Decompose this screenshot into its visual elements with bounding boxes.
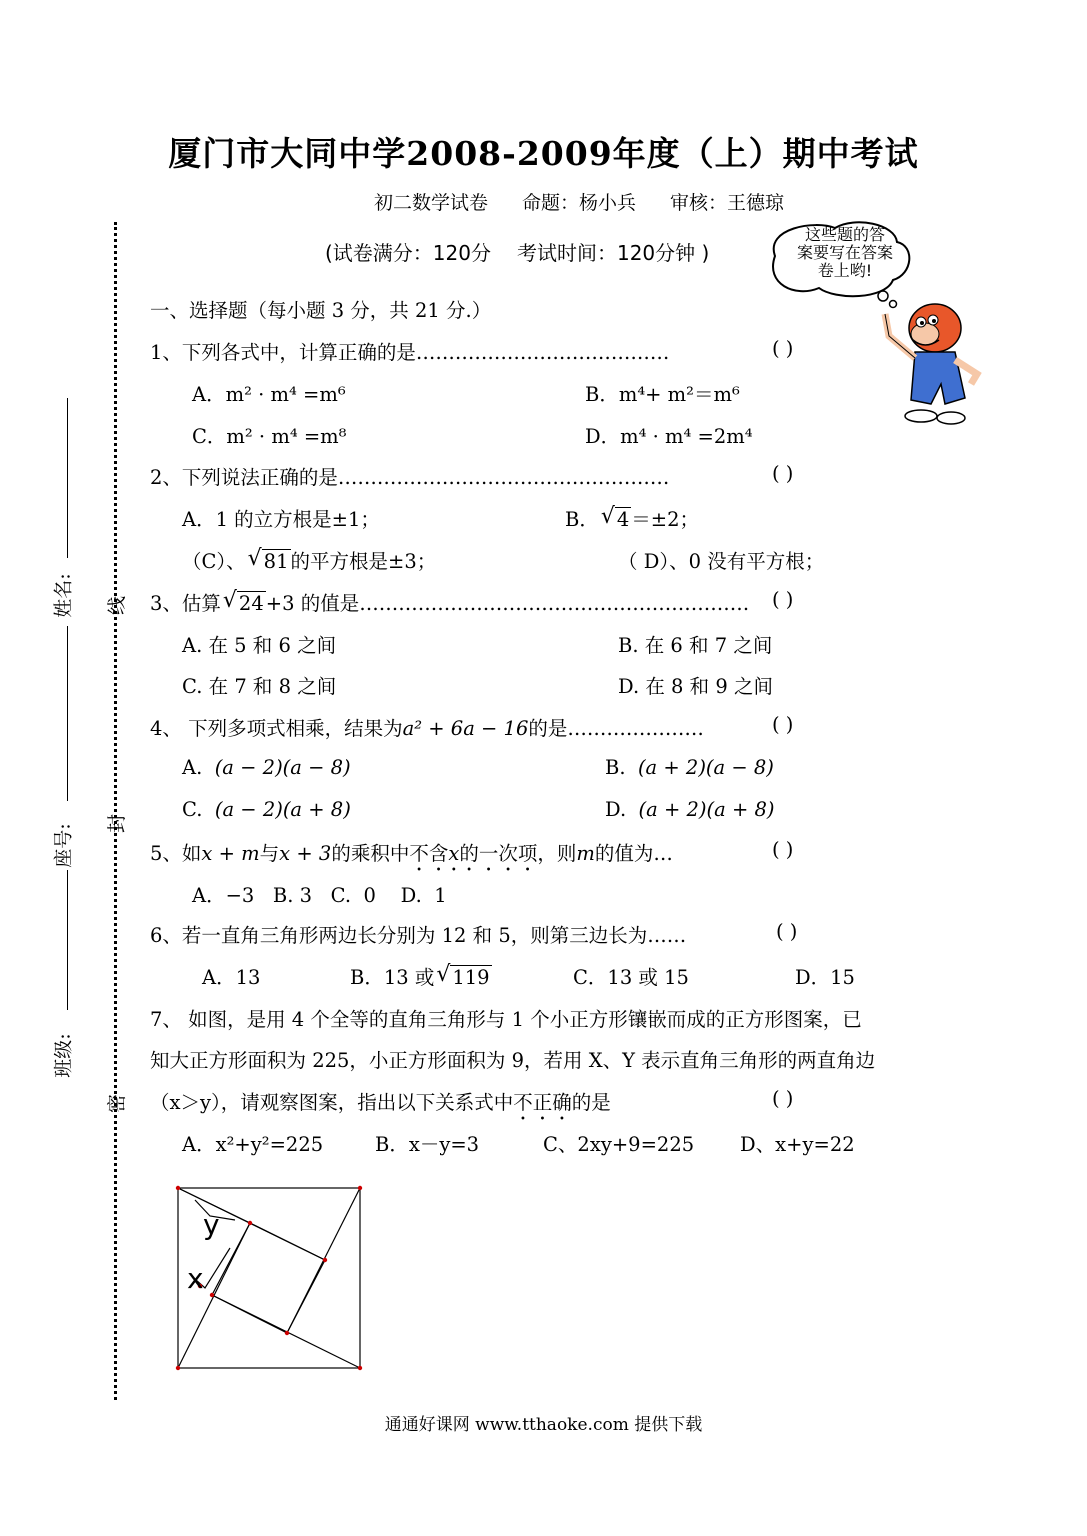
question-1-option-a: A．m² · m⁴ =m⁶: [192, 383, 346, 406]
question-3-answer-blank: ( ): [772, 588, 794, 611]
seal-mi-char: 密: [106, 1093, 129, 1114]
seal-feng-char: 封: [106, 813, 129, 834]
sqrt-119: √ 119: [450, 965, 491, 989]
question-2-stem: 2、下列说法正确的是……………………………………………: [150, 466, 670, 489]
question-3-option-b: B. 在 6 和 7 之间: [618, 634, 773, 657]
question-6-option-a: A．13: [202, 966, 261, 989]
question-7-option-b: B．x－y=3: [375, 1133, 480, 1156]
name-fill-line: [67, 398, 68, 558]
question-7-line-3: （x＞y），请观察图案，指出以下关系式中不正确的是: [150, 1091, 611, 1114]
question-3-stem: 3、估算√ 24 +3 的值是……………………………………………………: [150, 588, 749, 616]
reviewer: 审核：王德琼: [670, 192, 785, 214]
question-5-answer-blank: ( ): [772, 838, 794, 861]
author: 命题：杨小兵: [522, 192, 637, 214]
question-1-answer-blank: ( ): [772, 337, 794, 360]
full-score: (试卷满分：120分: [325, 241, 491, 265]
question-6-option-b: B．13 或√ 119: [350, 962, 492, 990]
question-6-stem: 6、若一直角三角形两边长分别为 12 和 5，则第三边长为……: [150, 924, 687, 947]
exam-time: 考试时间：120分钟 ): [516, 241, 710, 265]
exam-info: [325, 237, 735, 266]
question-2-answer-blank: ( ): [772, 462, 794, 485]
question-4-option-c: C. (a − 2)(a + 8): [182, 798, 351, 821]
question-2-option-c: （C）、√ 81 的平方根是±3；: [182, 546, 436, 574]
question-3-option-d: D. 在 8 和 9 之间: [618, 675, 773, 698]
inner-square: [212, 1223, 325, 1333]
seal-dotted-line: [114, 222, 117, 1400]
polynomial: a² + 6a − 16: [402, 717, 529, 740]
question-2-option-d: （ D）、0 没有平方根；: [618, 550, 825, 573]
seat-label: 座号:: [52, 823, 75, 868]
question-5-options: A．−3 B. 3 C. 0 D. 1: [192, 884, 447, 907]
seal-line-char: 线: [106, 595, 129, 616]
question-4-stem: 4、 下列多项式相乘，结果为a² + 6a − 16的是…………………: [150, 717, 704, 740]
question-1-option-b: B．m⁴+ m²＝m⁶: [585, 383, 740, 406]
seat-fill-line: [67, 870, 68, 1010]
question-7-option-d: D、x+y=22: [740, 1133, 855, 1156]
sqrt-4: √ 4: [615, 507, 631, 531]
question-6-option-d: D．15: [795, 966, 855, 989]
question-3-option-a: A. 在 5 和 6 之间: [182, 634, 337, 657]
footer-source: 通通好课网 www.tthaoke.com 提供下载: [384, 1415, 703, 1435]
question-7-line-2: 知大正方形面积为 225，小正方形面积为 9，若用 X、Y 表示直角三角形的两直角边: [150, 1049, 876, 1072]
bubble-text: 这些题的答 案要写在答案 卷上哟!: [796, 225, 893, 280]
figure-label-x: x: [187, 1262, 204, 1295]
question-1-option-c: C．m² · m⁴ =m⁸: [192, 425, 347, 448]
question-4-option-b: B. (a + 2)(a − 8): [605, 756, 774, 779]
question-4-option-d: D. (a + 2)(a + 8): [605, 798, 775, 821]
subtitle: [374, 188, 818, 215]
question-6-option-c: C．13 或 15: [573, 966, 689, 989]
name-seat-divider: [67, 626, 68, 801]
question-7-option-a: A．x²+y²=225: [182, 1133, 324, 1156]
question-1-option-d: D．m⁴ · m⁴ =2m⁴: [585, 425, 753, 448]
question-5-stem: 5、如x + m与x + 3的乘积中不含x的一次项，则m的值为…: [150, 842, 673, 865]
question-2-option-a: A．1 的立方根是±1；: [182, 508, 380, 531]
question-4-answer-blank: ( ): [772, 713, 794, 736]
class-label: 班级:: [52, 1033, 75, 1078]
question-7-line-1: 7、 如图，是用 4 个全等的直角三角形与 1 个小正方形镶嵌而成的正方形图案，已: [150, 1008, 862, 1031]
question-4-option-a: A. (a − 2)(a − 8): [182, 756, 351, 779]
name-label: 姓名:: [52, 573, 75, 618]
question-7-option-c: C、2xy+9=225: [543, 1133, 695, 1156]
question-1-stem: 1、下列各式中，计算正确的是…………………………………: [150, 341, 670, 364]
question-6-answer-blank: ( ): [776, 920, 798, 943]
subject: 初二数学试卷: [374, 192, 489, 214]
sqrt-24: √ 24: [237, 591, 266, 615]
sqrt-81: √ 81: [262, 549, 291, 573]
question-3-option-c: C. 在 7 和 8 之间: [182, 675, 337, 698]
figure-label-y: y: [203, 1208, 220, 1241]
page-title: 厦门市大同中学2008-2009年度（上）期中考试: [168, 134, 919, 173]
question-2-option-b: B．√ 4 ＝±2；: [565, 504, 699, 532]
section-heading: 一、选择题（每小题 3 分，共 21 分.）: [150, 299, 492, 322]
question-7-answer-blank: ( ): [772, 1087, 794, 1110]
